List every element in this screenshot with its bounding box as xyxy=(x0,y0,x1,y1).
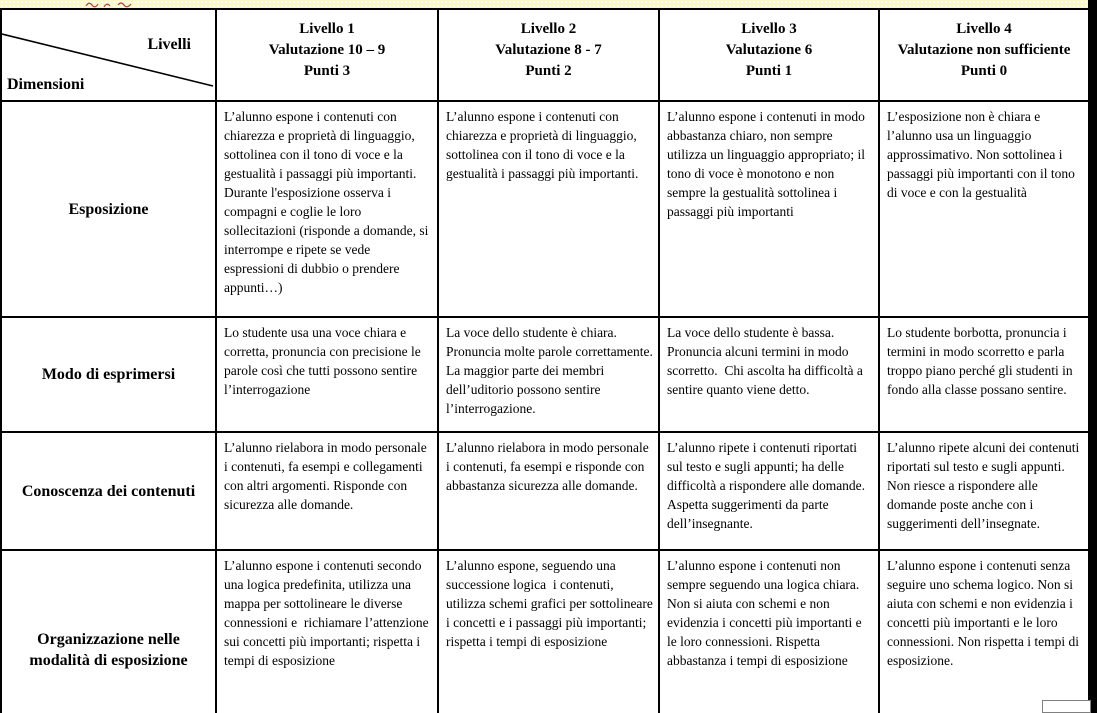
level-1-punti: Punti 3 xyxy=(303,63,351,79)
level-4-valutazione: Valutazione non sufficiente xyxy=(897,42,1071,58)
level-1-header xyxy=(216,9,438,101)
rubric-cell-organizzazione-l1: L’alunno espone i contenuti secondo una logica predefinita, utilizza una mappa per sottolineare le diverse connessioni e richiamare l’attenzione sui concetti più importanti; rispetta i tempi di esposizione xyxy=(216,550,438,713)
corner-header-cell xyxy=(1,9,216,101)
table-row xyxy=(1,317,1089,432)
corner-label-dimensioni: Dimensioni xyxy=(7,76,85,93)
dimension-label-organizzazione: Organizzazione nelle modalità di esposizione xyxy=(1,550,216,713)
rubric-cell-organizzazione-l4: L’alunno espone i contenuti senza seguire uno schema logico. Non si aiuta con schemi e non evidenzia i concetti più importanti e le loro connessioni. Non rispetta i tempi di esposizione. xyxy=(879,550,1089,713)
table-row xyxy=(1,432,1089,550)
level-1-title: Livello 1 xyxy=(299,21,355,37)
rubric-cell-esposizione-l2: L’alunno espone i contenuti con chiarezza e proprietà di linguaggio, sottolinea con il tono di voce e la gestualità i passaggi più importanti. xyxy=(438,101,659,317)
rubric-cell-conoscenza-l3: L’alunno ripete i contenuti riportati sul testo e sugli appunti; ha delle difficoltà a rispondere alle domande. Aspetta suggerimenti da parte dell’insegnante. xyxy=(659,432,879,550)
level-2-title: Livello 2 xyxy=(520,21,577,37)
cropped-highlight-strip xyxy=(0,0,1088,8)
level-3-punti: Punti 1 xyxy=(745,63,793,79)
level-2-valutazione: Valutazione 8 - 7 xyxy=(495,42,602,58)
rubric-cell-modo-l2: La voce dello studente è chiara. Pronuncia molte parole correttamente. La maggior parte dei membri dell’uditorio possono sentire l’interrogazione. xyxy=(438,317,659,432)
rubric-cell-esposizione-l1: L’alunno espone i contenuti con chiarezza e proprietà di linguaggio, sottolinea con il tono di voce e la gestualità i passaggi più importanti. Durante l'esposizione osserva i compagni e coglie le loro sollecitazioni (risponde a domande, si interrompe e ripete se vede espressioni di dubbio o prendere appunti…) xyxy=(216,101,438,317)
rubric-cell-conoscenza-l4: L’alunno ripete alcuni dei contenuti riportati sul testo e sugli appunti. Non riesce a rispondere alle domande poste anche con i suggerimenti dell’insegnate. xyxy=(879,432,1089,550)
table-row xyxy=(1,101,1089,317)
cropped-annotation-mark xyxy=(84,0,136,8)
corner-label-livelli: Livelli xyxy=(147,36,191,53)
rubric-cell-organizzazione-l3: L’alunno espone i contenuti non sempre seguendo una logica chiara. Non si aiuta con schemi e non evidenzia i concetti più importanti e le loro connessioni. Rispetta abbastanza i tempi di esposizione xyxy=(659,550,879,713)
rubric-cell-organizzazione-l2: L’alunno espone, seguendo una successione logica i contenuti, utilizza schemi grafici per sottolineare i concetti e i passaggi più importanti; rispetta i tempi di esposizione xyxy=(438,550,659,713)
level-4-title: Livello 4 xyxy=(956,21,1012,37)
rubric-cell-modo-l4: Lo studente borbotta, pronuncia i termini in modo scorretto e parla troppo piano perché gli studenti in fondo alla classe possano sentire. xyxy=(879,317,1089,432)
level-3-valutazione: Valutazione 6 xyxy=(725,42,813,58)
level-4-header xyxy=(879,9,1089,101)
rubric-cell-esposizione-l3: L’alunno espone i contenuti in modo abbastanza chiaro, non sempre utilizza un linguaggio appropriato; il tono di voce è monotono e non sempre la gestualità sottolinea i passaggi più importanti xyxy=(659,101,879,317)
rubric-cell-modo-l1: Lo studente usa una voce chiara e corretta, pronuncia con precisione le parole così che tutti possono sentire l’interrogazione xyxy=(216,317,438,432)
corner-box xyxy=(1042,700,1091,713)
dimension-label-esposizione: Esposizione xyxy=(1,101,216,317)
level-4-punti: Punti 0 xyxy=(960,63,1008,79)
level-1-valutazione: Valutazione 10 – 9 xyxy=(268,42,386,58)
rubric-cell-conoscenza-l2: L’alunno rielabora in modo personale i contenuti, fa esempi e risponde con abbastanza sicurezza alle domande. xyxy=(438,432,659,550)
rubric-cell-esposizione-l4: L’esposizione non è chiara e l’alunno usa un linguaggio approssimativo. Non sottolinea i passaggi più importanti con il tono di voce e con la gestualità xyxy=(879,101,1089,317)
rubric-header-row xyxy=(1,9,1089,101)
level-3-header xyxy=(659,9,879,101)
level-2-punti: Punti 2 xyxy=(525,63,572,79)
dimension-label-modo-di-esprimersi: Modo di esprimersi xyxy=(1,317,216,432)
table-row xyxy=(1,550,1089,713)
level-3-title: Livello 3 xyxy=(741,21,797,37)
rubric-cell-modo-l3: La voce dello studente è bassa. Pronuncia alcuni termini in modo scorretto. Chi ascolta ha difficoltà a sentire quanto viene detto. xyxy=(659,317,879,432)
dimension-label-conoscenza: Conoscenza dei contenuti xyxy=(1,432,216,550)
evaluation-rubric-table xyxy=(0,8,1090,713)
level-2-header xyxy=(438,9,659,101)
rubric-cell-conoscenza-l1: L’alunno rielabora in modo personale i contenuti, fa esempi e collegamenti con altri argomenti. Risponde con sicurezza alle domande. xyxy=(216,432,438,550)
